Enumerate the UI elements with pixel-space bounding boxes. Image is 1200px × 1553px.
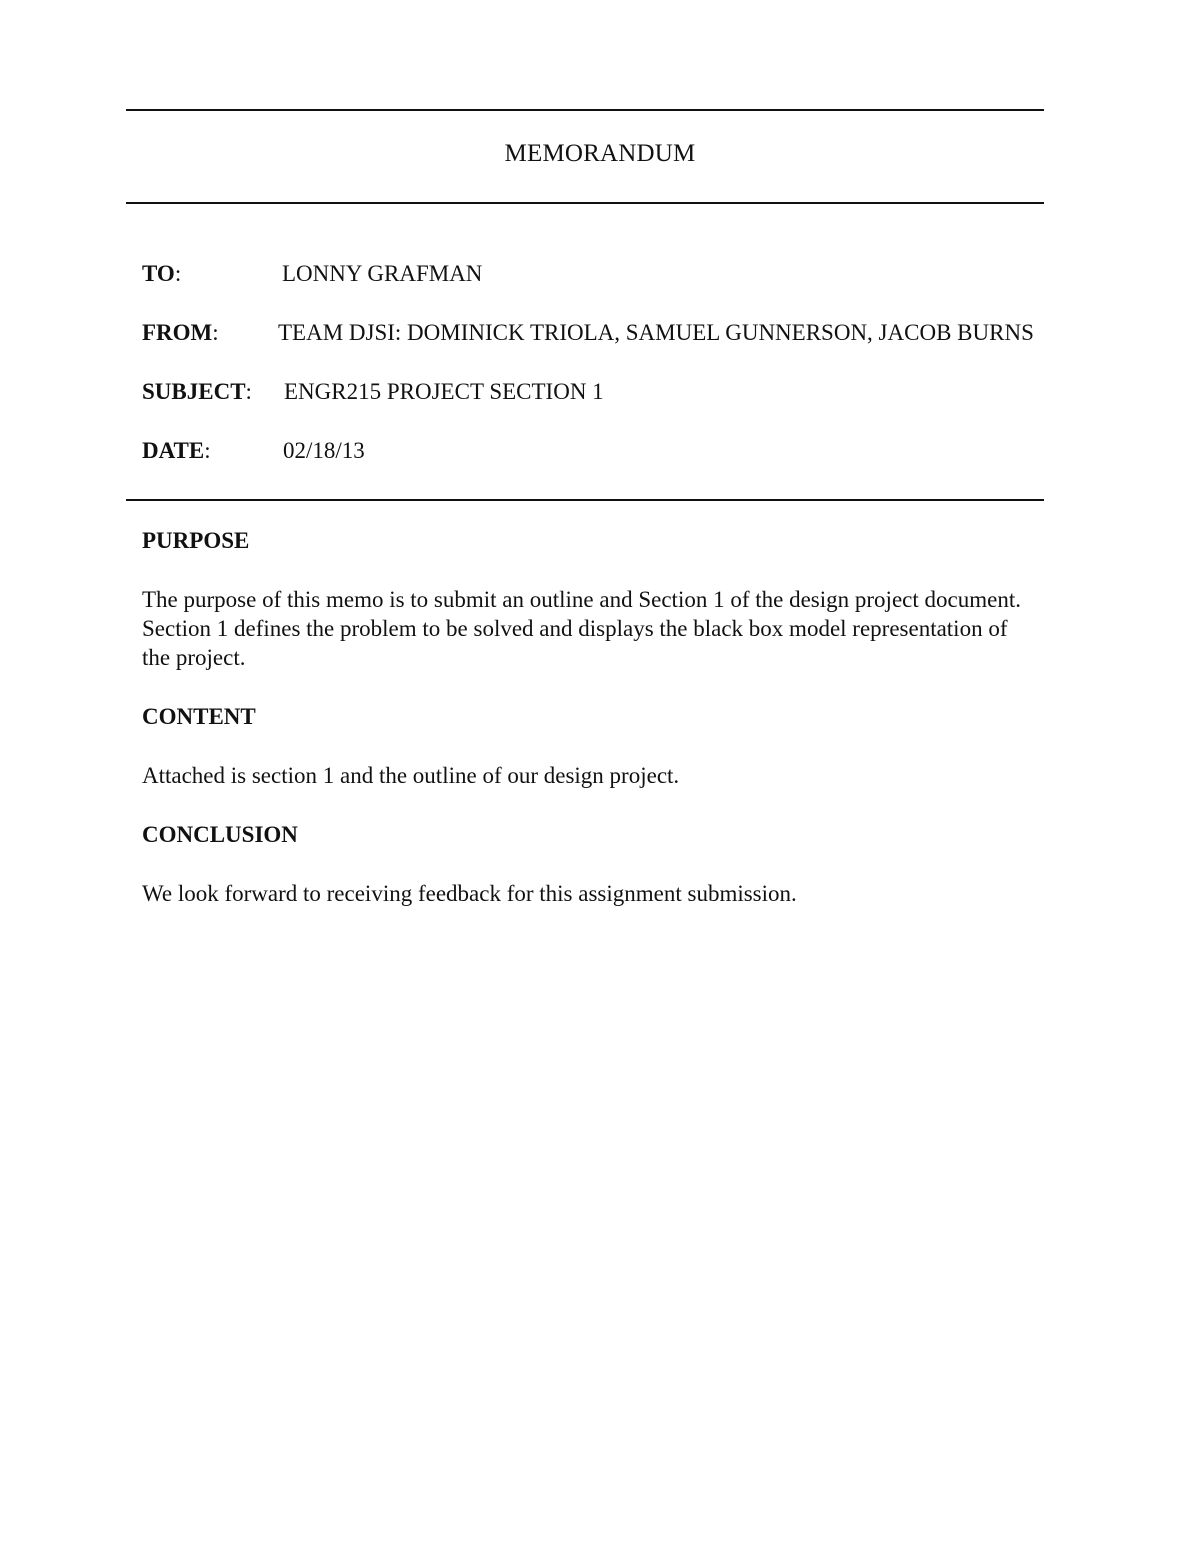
content-body: Attached is section 1 and the outline of our design project. xyxy=(142,763,680,788)
subject-value: ENGR215 PROJECT SECTION 1 xyxy=(284,379,604,404)
subject-label: SUBJECT: xyxy=(142,379,252,404)
from-value: TEAM DJSI: DOMINICK TRIOLA, SAMUEL GUNNERSON, JACOB BURNS xyxy=(278,320,1034,345)
top-divider xyxy=(126,109,1044,111)
date-value: 02/18/13 xyxy=(283,438,365,463)
conclusion-heading: CONCLUSION xyxy=(142,822,298,847)
title-divider xyxy=(126,202,1044,204)
date-label: DATE: xyxy=(142,438,211,463)
memo-title: MEMORANDUM xyxy=(504,140,696,167)
purpose-line-2: Section 1 defines the problem to be solved and displays the black box model representation of xyxy=(142,616,1008,641)
purpose-line-3: the project. xyxy=(142,645,246,670)
from-label: FROM: xyxy=(142,320,219,345)
header-divider xyxy=(126,499,1044,501)
to-label: TO: xyxy=(142,261,182,286)
purpose-line-1: The purpose of this memo is to submit an outline and Section 1 of the design project document. xyxy=(142,587,1021,612)
purpose-heading: PURPOSE xyxy=(142,528,250,553)
content-heading: CONTENT xyxy=(142,704,256,729)
conclusion-body: We look forward to receiving feedback for this assignment submission. xyxy=(142,881,797,906)
to-value: LONNY GRAFMAN xyxy=(282,261,483,286)
